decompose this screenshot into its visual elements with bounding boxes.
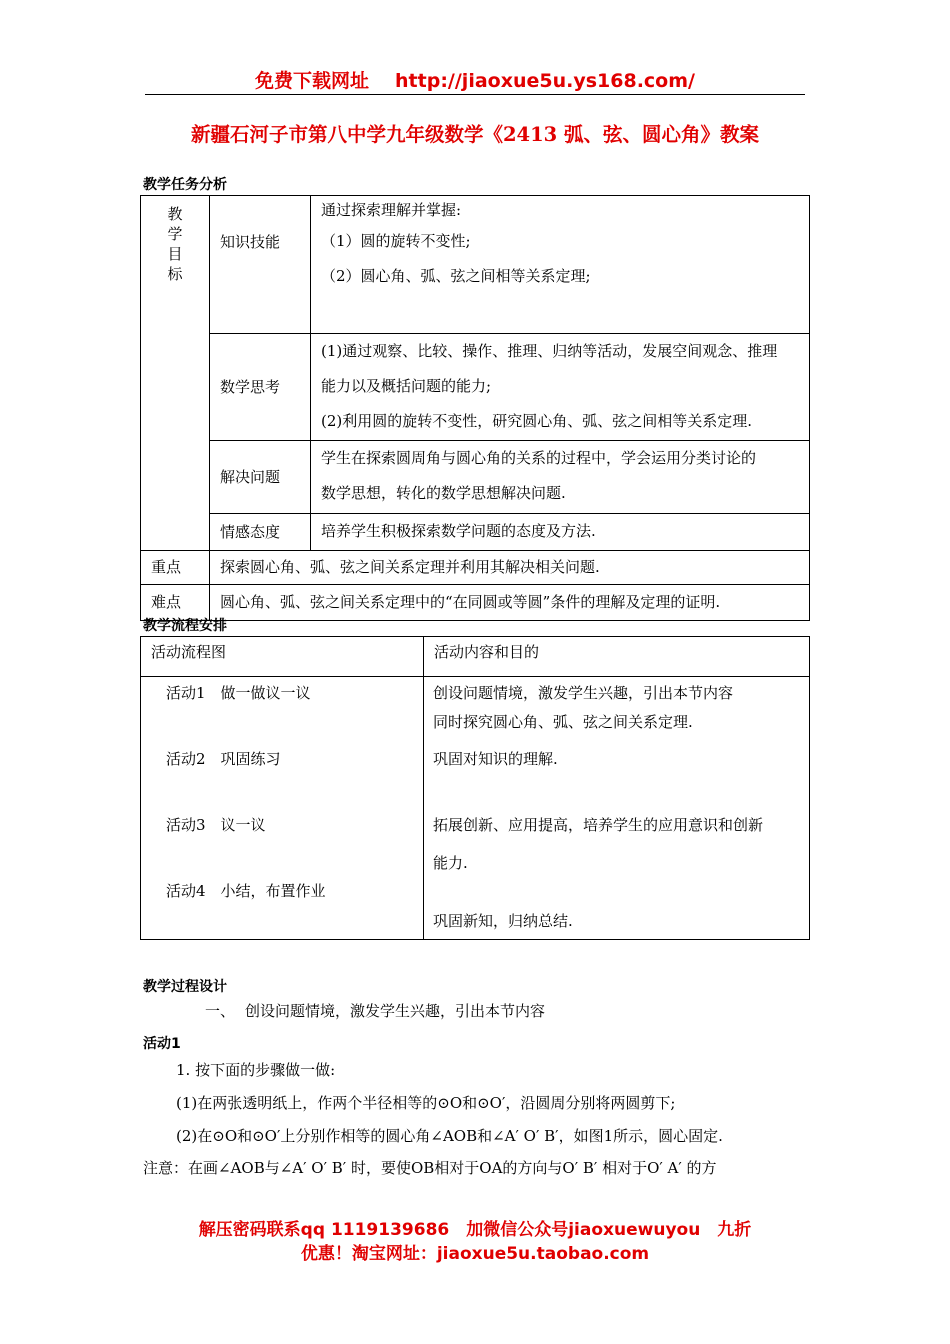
category-attitude: 情感态度 [210,514,311,551]
flow-activity-item: 活动4 小结，布置作业 [166,882,326,900]
part-one-number: 一、 [205,1002,236,1020]
attitude-content: 培养学生积极探索数学问题的态度及方法. [311,514,810,551]
step-one: (1)在两张透明纸上，作两个半径相等的⊙O和⊙O′，沿圆周分别将两圆剪下; [176,1094,676,1112]
flow-activity-item: 活动1 做一做议一议 [166,684,311,702]
table-row [141,637,810,677]
objectives-table [140,195,810,621]
section-task-analysis-title: 教学任务分析 [143,177,227,193]
content-line: （1）圆的旋转不变性; [321,232,471,250]
flow-col1-header: 活动流程图 [141,637,424,677]
header-url-link[interactable]: http://jiaoxue5u.ys168.com/ [395,70,695,92]
table-row [141,585,810,621]
flow-content-line: 巩固新知，归纳总结. [433,912,573,930]
difficulty-label: 难点 [141,585,210,621]
flow-table [140,636,810,940]
content-line: (1)通过观察、比较、操作、推理、归纳等活动，发展空间观念、推理 [321,342,778,360]
teaching-goals-label [141,196,210,551]
knowledge-content [311,196,810,334]
vertical-label-char: 标 [167,265,183,283]
category-problem-solving: 解决问题 [210,441,311,514]
page-header [145,66,805,93]
problem-solving-content [311,441,810,514]
document-title: 新疆石河子市第八中学九年级数学《2413 弧、弦、圆心角》教案 [190,123,760,146]
vertical-label-char: 学 [167,225,183,243]
table-row [141,514,810,551]
header-label: 免费下载网址 [255,70,370,92]
category-math-thinking: 数学思考 [210,334,311,441]
flow-content-line: 创设问题情境，激发学生兴趣，引出本节内容 [433,684,734,702]
content-line: 学生在探索圆周角与圆心角的关系的过程中，学会运用分类讨论的 [321,449,757,467]
header-divider [145,94,805,95]
flow-activities-cell [141,677,424,940]
table-row [141,677,810,940]
section-process-title: 教学过程设计 [143,979,227,995]
vertical-label-char: 目 [167,245,183,263]
flow-activity-item: 活动3 议一议 [166,816,266,834]
flow-activity-item: 活动2 巩固练习 [166,750,281,768]
table-row [141,551,810,585]
footer-line: 优惠！淘宝网址：jiaoxue5u.taobao.com [300,1244,650,1264]
flow-content-line: 能力. [433,854,468,872]
table-row [141,334,810,441]
section-flow-title: 教学流程安排 [143,618,227,634]
content-line: 能力以及概括问题的能力; [321,377,492,395]
step-intro: 1. 按下面的步骤做一做: [176,1061,336,1079]
page-footer [120,1218,830,1266]
difficulty-content: 圆心角、弧、弦之间关系定理中的“在同圆或等圆”条件的理解及定理的证明. [210,585,810,621]
activity1-title: 活动1 [143,1036,181,1052]
content-line: （2）圆心角、弧、弦之间相等关系定理; [321,267,591,285]
step-two: (2)在⊙O和⊙O′上分别作相等的圆心角∠AOB和∠A′ O′ B′，如图1所示，圆心固定. [176,1127,723,1145]
flow-content-line: 拓展创新、应用提高，培养学生的应用意识和创新 [433,816,764,834]
content-line: (2)利用圆的旋转不变性，研究圆心角、弧、弦之间相等关系定理. [321,412,753,430]
flow-content-line: 同时探究圆心角、弧、弦之间关系定理. [433,713,693,731]
key-point-content: 探索圆心角、弧、弦之间关系定理并利用其解决相关问题. [210,551,810,585]
key-point-label: 重点 [141,551,210,585]
flow-contents-cell [424,677,810,940]
flow-content-line: 巩固对知识的理解. [433,750,558,768]
content-line: 数学思想，转化的数学思想解决问题. [321,484,566,502]
note-text: 注意：在画∠AOB与∠A′ O′ B′ 时，要使OB相对于OA的方向与O′ B′ 相对于O′ A′ 的方 [143,1159,717,1177]
category-knowledge: 知识技能 [210,196,311,334]
table-row [141,196,810,334]
table-row [141,441,810,514]
flow-col2-header: 活动内容和目的 [424,637,810,677]
vertical-label-char: 教 [167,205,183,223]
content-line: 通过探索理解并掌握: [321,201,462,219]
math-thinking-content [311,334,810,441]
part-one-heading: 创设问题情境，激发学生兴趣，引出本节内容 [245,1002,546,1020]
footer-line: 解压密码联系qq 1119139686 加微信公众号jiaoxuewuyou 九折 [198,1220,752,1240]
